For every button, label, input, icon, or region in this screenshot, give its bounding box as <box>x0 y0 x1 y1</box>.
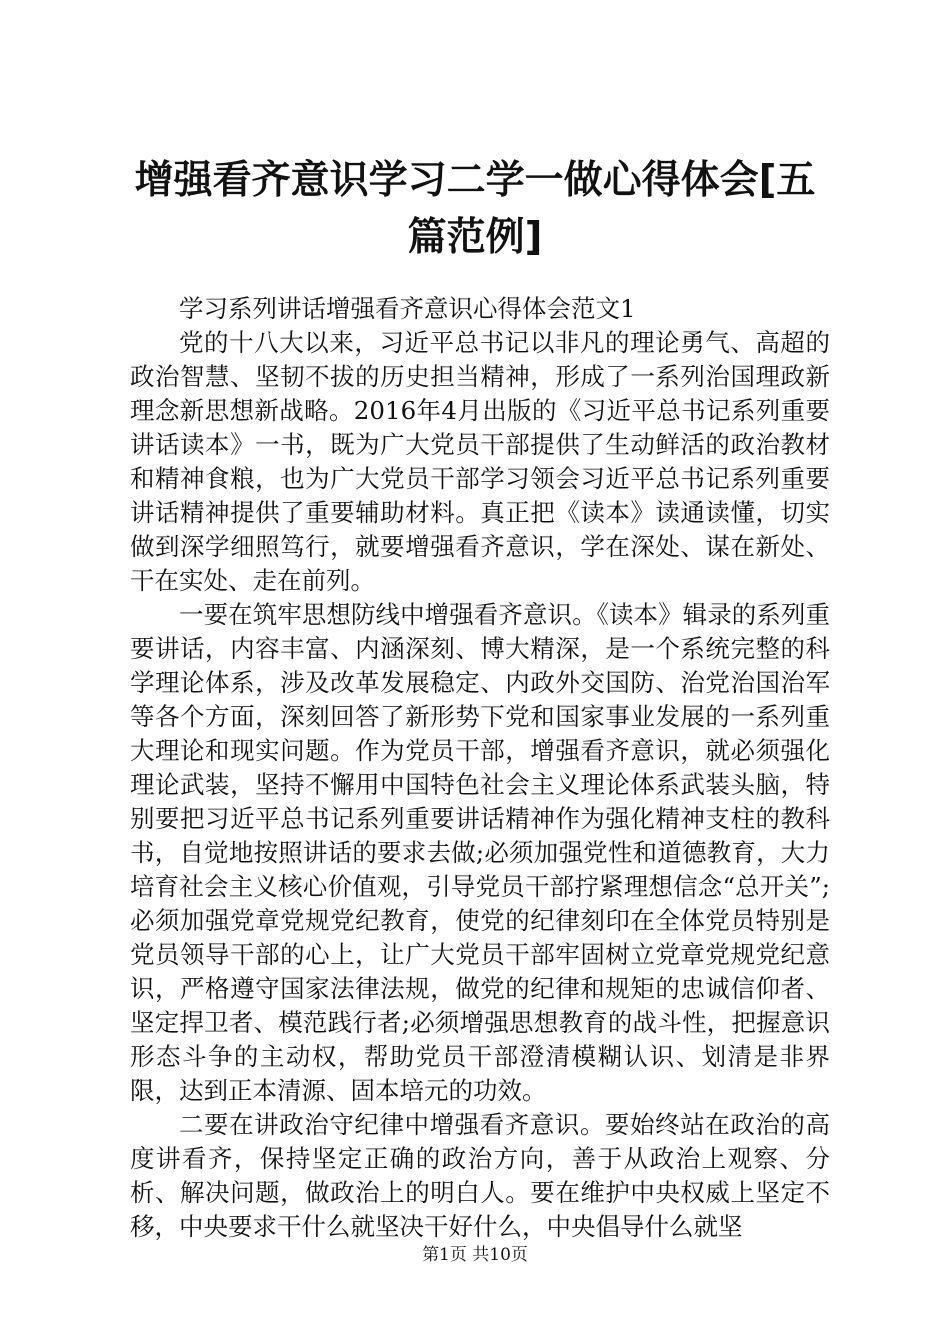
body-paragraph: 党的十八大以来，习近平总书记以非凡的理论勇气、高超的政治智慧、坚韧不拔的历史担当精神，形成了一系列治国理政新理念新思想新战略。2016年4月出版的《习近平总书记系列重要讲话读本》一书，既为广大党员干部提供了生动鲜活的政治教材和精神食粮，也为广大党员干部学习领会习近平总书记系列重要讲话精神提供了重要辅助材料。真正把《读本》读通读懂，切实做到深学细照笃行，就要增强看齐意识，学在深处、谋在新处、干在实处、走在前列。 <box>130 328 830 595</box>
document-title: 增强看齐意识学习二学一做心得体会[五篇范例] <box>134 158 816 260</box>
body-paragraph: 一要在筑牢思想防线中增强看齐意识。《读本》辑录的系列重要讲话，内容丰富、内涵深刻、博大精深，是一个系统完整的科学理论体系，涉及改革发展稳定、内政外交国防、治党治国治军等各个方面，深刻回答了新形势下党和国家事业发展的一系列重大理论和现实问题。作为党员干部，增强看齐意识，就必须强化理论武装，坚持不懈用中国特色社会主义理论体系武装头脑，特别要把习近平总书记系列重要讲话精神作为强化精神支柱的教科书，自觉地按照讲话的要求去做;必须加强党性和道德教育，大力培育社会主义核心价值观，引导党员干部拧紧理想信念“总开关”;必须加强党章党规党纪教育，使党的纪律刻印在全体党员特别是党员领导干部的心上，让广大党员干部牢固树立党章党规党纪意识，严格遵守国家法律法规，做党的纪律和规矩的忠诚信仰者、坚定捍卫者、模范践行者;必须增强思想教育的战斗性，把握意识形态斗争的主动权，帮助党员干部澄清模糊认识、划清是非界限，达到正本清源、固本培元的功效。 <box>130 600 830 1105</box>
document-body <box>130 292 830 1244</box>
section-heading: 学习系列讲话增强看齐意识心得体会范文1 <box>179 294 636 323</box>
page-number-footer: 第1页 共10页 <box>422 1245 528 1265</box>
body-paragraph: 二要在讲政治守纪律中增强看齐意识。要始终站在政治的高度讲看齐，保持坚定正确的政治方向，善于从政治上观察、分析、解决问题，做政治上的明白人。要在维护中央权威上坚定不移，中央要求干什么就坚决干好什么，中央倡导什么就坚 <box>130 1110 830 1241</box>
